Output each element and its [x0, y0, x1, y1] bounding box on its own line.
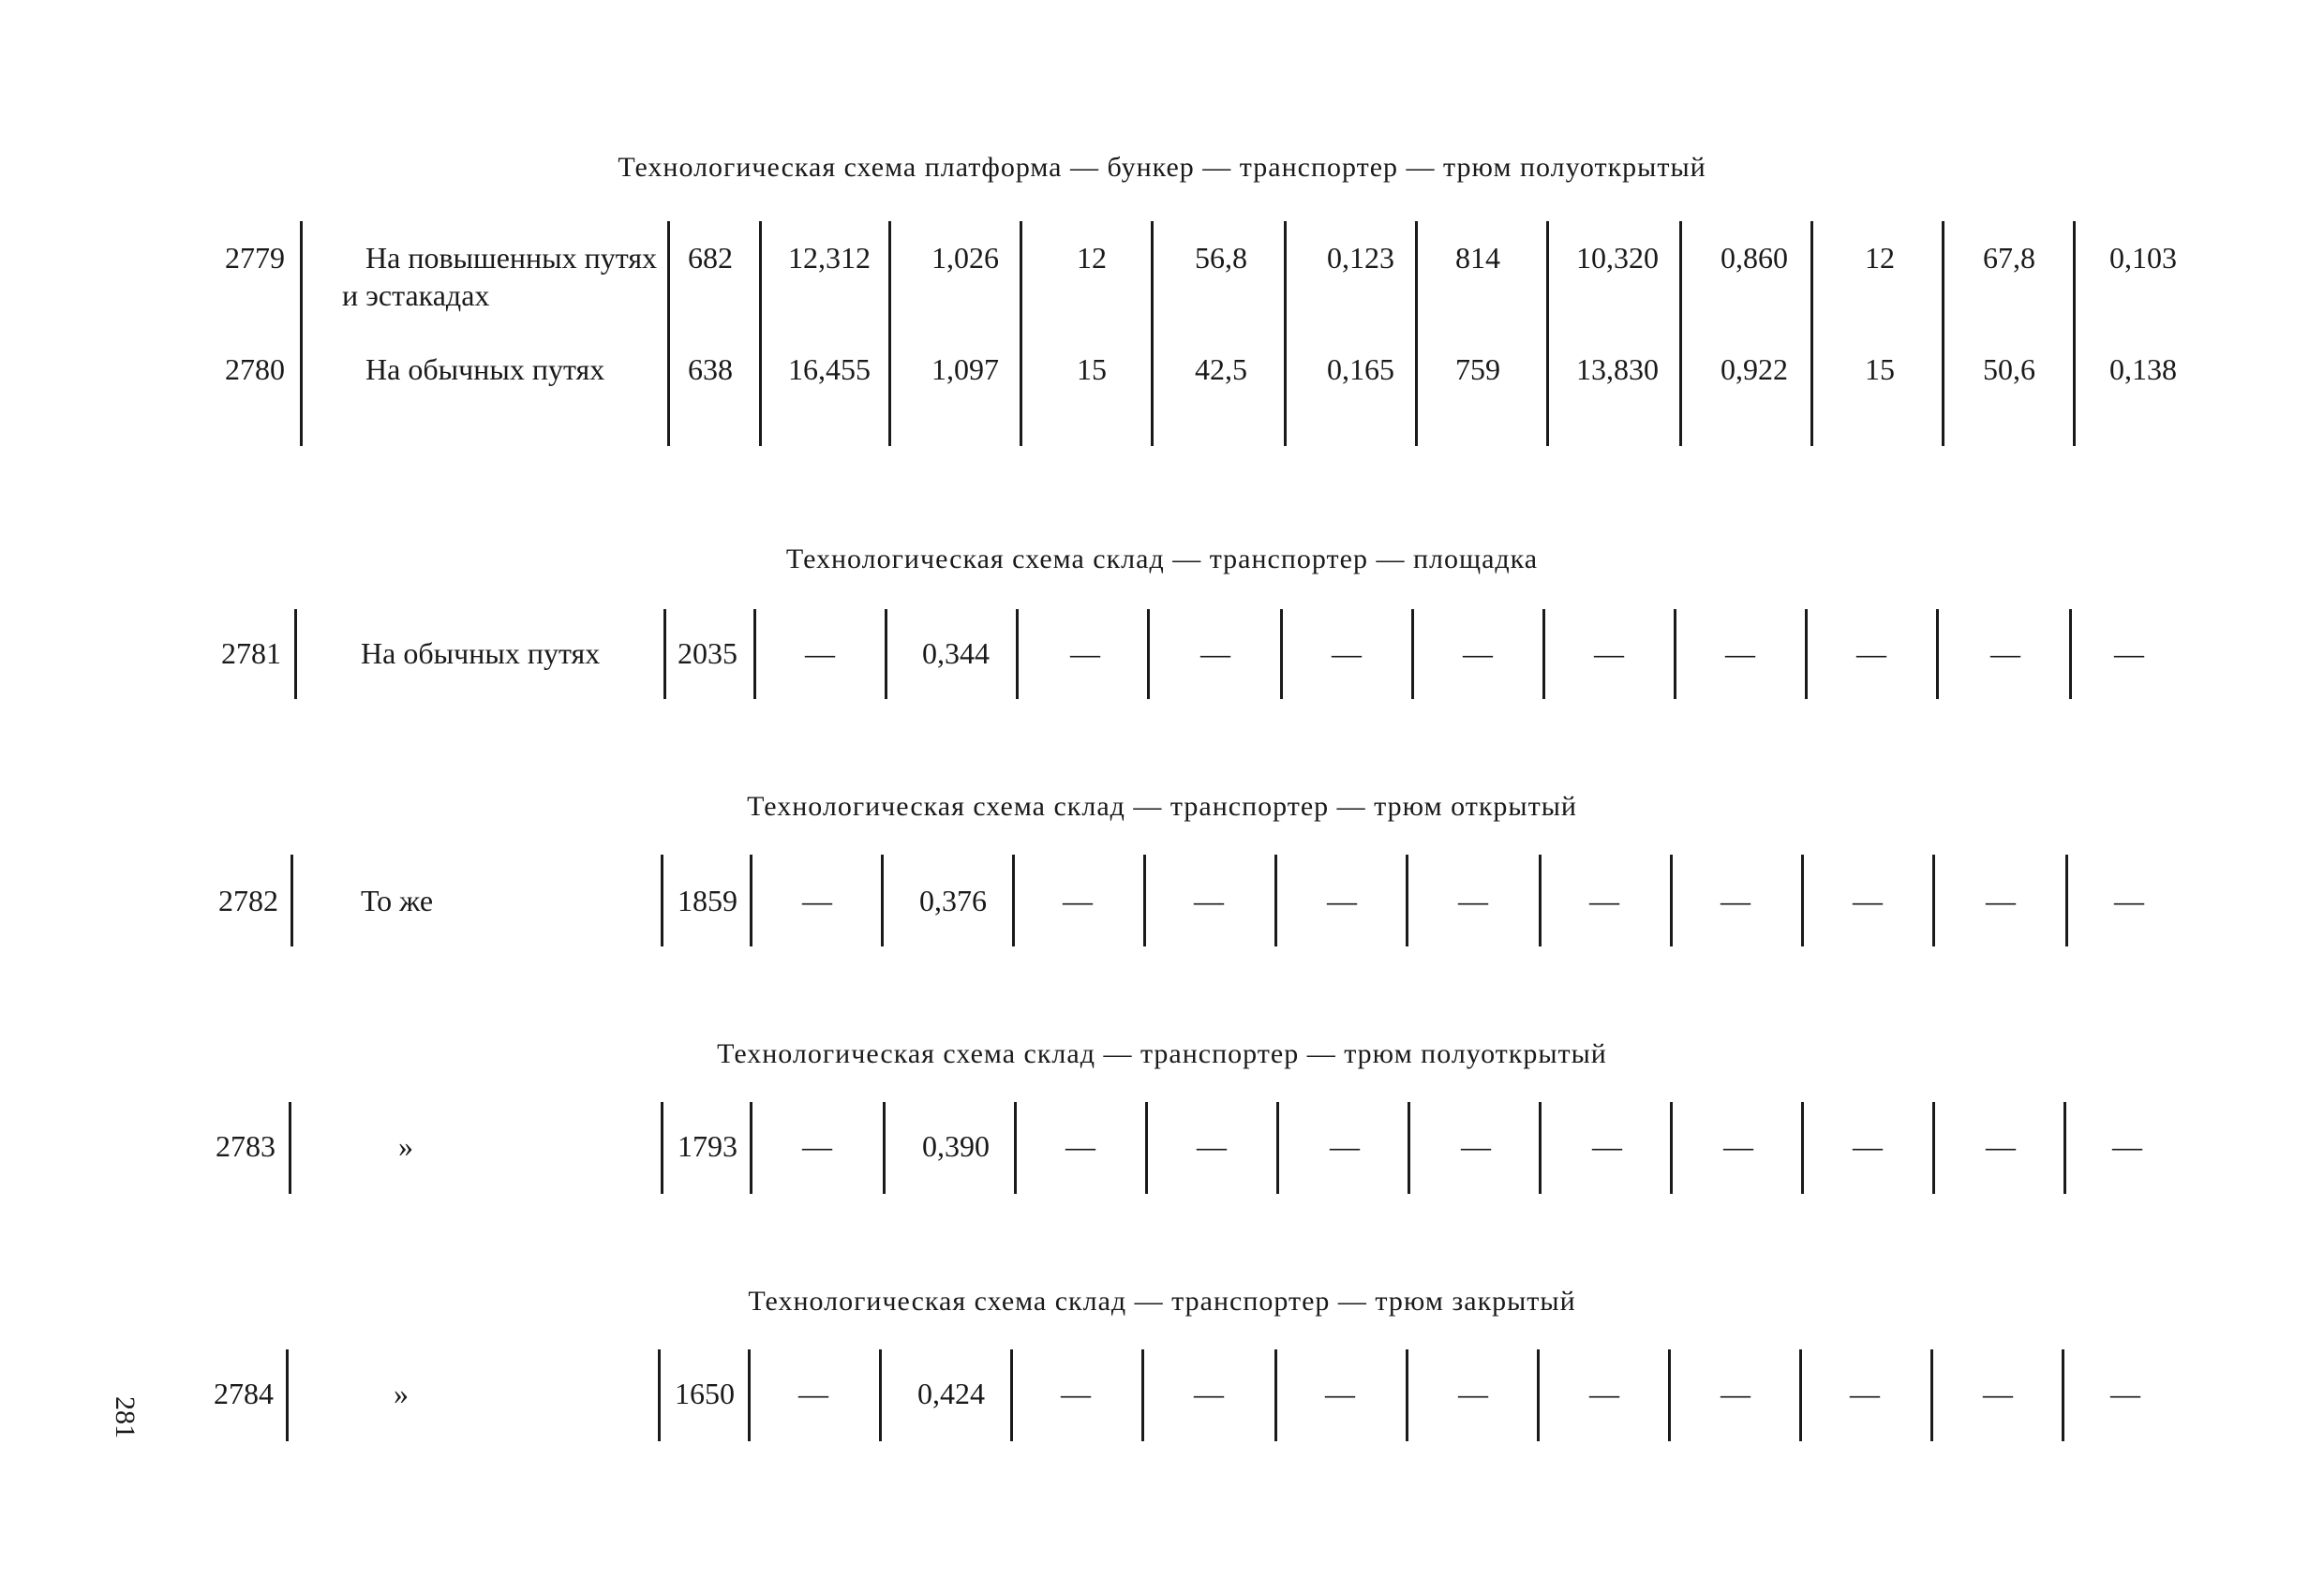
value-cell: —	[802, 884, 832, 917]
value-cell: —	[1463, 636, 1493, 670]
column-rule	[1014, 1102, 1017, 1194]
row-description: На повышенных путях	[365, 241, 658, 275]
value-cell: —	[2114, 636, 2144, 670]
column-rule	[1276, 1102, 1279, 1194]
value-cell: 56,8	[1195, 241, 1247, 275]
column-rule	[1020, 221, 1022, 446]
value-cell: —	[1990, 636, 2020, 670]
value-cell: —	[1458, 884, 1488, 917]
column-rule	[753, 609, 756, 699]
row-id: 2784	[214, 1377, 274, 1410]
value-cell: —	[1721, 1377, 1750, 1410]
column-rule	[1147, 609, 1150, 699]
value-cell: 0,860	[1721, 241, 1788, 275]
column-rule	[661, 855, 663, 946]
value-cell: —	[1330, 1129, 1360, 1163]
row-id: 2783	[216, 1129, 276, 1163]
value-cell: —	[1065, 1129, 1095, 1163]
column-rule	[1141, 1349, 1144, 1441]
column-rule	[750, 1102, 752, 1194]
column-rule	[1016, 609, 1019, 699]
section-title: Технологическая схема склад — транспортер — трюм полуоткрытый	[717, 1038, 1607, 1069]
column-rule	[300, 221, 303, 446]
value-cell: —	[1589, 1377, 1619, 1410]
column-rule	[1145, 1102, 1148, 1194]
value-cell: —	[1594, 636, 1624, 670]
value-cell: 50,6	[1983, 352, 2035, 386]
column-rule	[1274, 1349, 1277, 1441]
value-cell: —	[1589, 884, 1619, 917]
value-cell: 1,097	[931, 352, 999, 386]
column-rule	[1801, 1102, 1804, 1194]
section-title: Технологическая схема склад — транспортер — площадка	[785, 544, 1539, 574]
column-rule	[661, 1102, 663, 1194]
column-rule	[2065, 855, 2068, 946]
value-cell: 15	[1865, 352, 1895, 386]
value-cell: 1793	[678, 1129, 737, 1163]
column-rule	[748, 1349, 751, 1441]
column-rule	[1679, 221, 1682, 446]
column-rule	[881, 855, 884, 946]
column-rule	[879, 1349, 882, 1441]
column-rule	[290, 855, 293, 946]
value-cell: —	[1853, 1129, 1883, 1163]
column-rule	[658, 1349, 661, 1441]
value-cell: —	[1723, 1129, 1753, 1163]
column-rule	[1274, 855, 1277, 946]
value-cell: —	[1194, 1377, 1224, 1410]
column-rule	[1936, 609, 1939, 699]
value-cell: 0,138	[2109, 352, 2177, 386]
column-rule	[1668, 1349, 1671, 1441]
section-title: Технологическая схема склад — транспортер — трюм закрытый	[748, 1286, 1576, 1317]
page-number: 281	[110, 1396, 141, 1438]
value-cell: —	[2112, 1129, 2142, 1163]
column-rule	[1151, 221, 1154, 446]
column-rule	[663, 609, 666, 699]
value-cell: —	[1194, 884, 1224, 917]
column-rule	[1801, 855, 1804, 946]
column-rule	[1670, 855, 1673, 946]
value-cell: 0,376	[919, 884, 987, 917]
column-rule	[1805, 609, 1808, 699]
value-cell: —	[1986, 1129, 2016, 1163]
column-rule	[1542, 609, 1545, 699]
value-cell: 814	[1455, 241, 1500, 275]
column-rule	[1539, 855, 1542, 946]
value-cell: 1650	[675, 1377, 735, 1410]
value-cell: 0,344	[922, 636, 990, 670]
column-rule	[1674, 609, 1676, 699]
column-rule	[289, 1102, 291, 1194]
column-rule	[294, 609, 297, 699]
column-rule	[883, 1102, 886, 1194]
column-rule	[1406, 855, 1408, 946]
row-description: »	[394, 1377, 409, 1410]
column-rule	[2063, 1102, 2066, 1194]
value-cell: 1859	[678, 884, 737, 917]
value-cell: 0,123	[1327, 241, 1394, 275]
row-description: То же	[361, 884, 434, 917]
value-cell: —	[1721, 884, 1750, 917]
column-rule	[1143, 855, 1146, 946]
value-cell: 67,8	[1983, 241, 2035, 275]
value-cell: 12,312	[788, 241, 871, 275]
value-cell: 0,165	[1327, 352, 1394, 386]
value-cell: —	[1070, 636, 1100, 670]
value-cell: —	[1983, 1377, 2013, 1410]
column-rule	[1406, 1349, 1408, 1441]
value-cell: 0,424	[917, 1377, 985, 1410]
row-id: 2782	[218, 884, 278, 917]
row-id: 2780	[225, 352, 285, 386]
column-rule	[1415, 221, 1418, 446]
row-description-cont: и эстакадах	[342, 278, 490, 312]
column-rule	[1932, 1102, 1935, 1194]
column-rule	[1810, 221, 1813, 446]
value-cell: 12	[1865, 241, 1895, 275]
value-cell: —	[1327, 884, 1357, 917]
section-title: Технологическая схема склад — транспортер — трюм открытый	[747, 791, 1577, 822]
value-cell: 12	[1077, 241, 1107, 275]
value-cell: 15	[1077, 352, 1107, 386]
column-rule	[888, 221, 891, 446]
value-cell: —	[1458, 1377, 1488, 1410]
value-cell: —	[1986, 884, 2016, 917]
column-rule	[759, 221, 762, 446]
value-cell: 1,026	[931, 241, 999, 275]
value-cell: —	[1325, 1377, 1355, 1410]
column-rule	[2073, 221, 2076, 446]
value-cell: —	[1853, 884, 1883, 917]
row-description: На обычных путях	[361, 636, 601, 670]
column-rule	[750, 855, 752, 946]
column-rule	[1539, 1102, 1542, 1194]
value-cell: —	[1063, 884, 1093, 917]
row-description: »	[398, 1129, 413, 1163]
column-rule	[1537, 1349, 1540, 1441]
value-cell: —	[802, 1129, 832, 1163]
row-description: На обычных путях	[365, 352, 605, 386]
value-cell: 0,390	[922, 1129, 990, 1163]
column-rule	[1670, 1102, 1673, 1194]
column-rule	[1280, 609, 1283, 699]
row-id: 2779	[225, 241, 285, 275]
value-cell: —	[1461, 1129, 1491, 1163]
value-cell: —	[1197, 1129, 1227, 1163]
value-cell: 16,455	[788, 352, 871, 386]
column-rule	[1010, 1349, 1013, 1441]
column-rule	[1408, 1102, 1410, 1194]
column-rule	[1930, 1349, 1933, 1441]
value-cell: 0,103	[2109, 241, 2177, 275]
column-rule	[1411, 609, 1414, 699]
value-cell: —	[805, 636, 835, 670]
value-cell: 10,320	[1576, 241, 1659, 275]
value-cell: 42,5	[1195, 352, 1247, 386]
value-cell: —	[1200, 636, 1230, 670]
column-rule	[1012, 855, 1015, 946]
column-rule	[885, 609, 887, 699]
value-cell: 759	[1455, 352, 1500, 386]
value-cell: —	[1061, 1377, 1091, 1410]
value-cell: —	[2110, 1377, 2140, 1410]
value-cell: —	[1850, 1377, 1880, 1410]
value-cell: —	[1332, 636, 1362, 670]
value-cell: —	[798, 1377, 828, 1410]
value-cell: 2035	[678, 636, 737, 670]
value-cell: —	[1725, 636, 1755, 670]
value-cell: 682	[688, 241, 733, 275]
column-rule	[2062, 1349, 2064, 1441]
value-cell: 13,830	[1576, 352, 1659, 386]
value-cell: —	[1592, 1129, 1622, 1163]
column-rule	[1932, 855, 1935, 946]
value-cell: 638	[688, 352, 733, 386]
column-rule	[286, 1349, 289, 1441]
column-rule	[2069, 609, 2072, 699]
value-cell: 0,922	[1721, 352, 1788, 386]
value-cell: —	[1856, 636, 1886, 670]
row-id: 2781	[221, 636, 281, 670]
column-rule	[1284, 221, 1287, 446]
column-rule	[1546, 221, 1549, 446]
section-title: Технологическая схема платформа — бункер — транспортер — трюм полуоткрытый	[618, 152, 1706, 183]
column-rule	[1799, 1349, 1802, 1441]
column-rule	[667, 221, 670, 446]
column-rule	[1942, 221, 1944, 446]
value-cell: —	[2114, 884, 2144, 917]
